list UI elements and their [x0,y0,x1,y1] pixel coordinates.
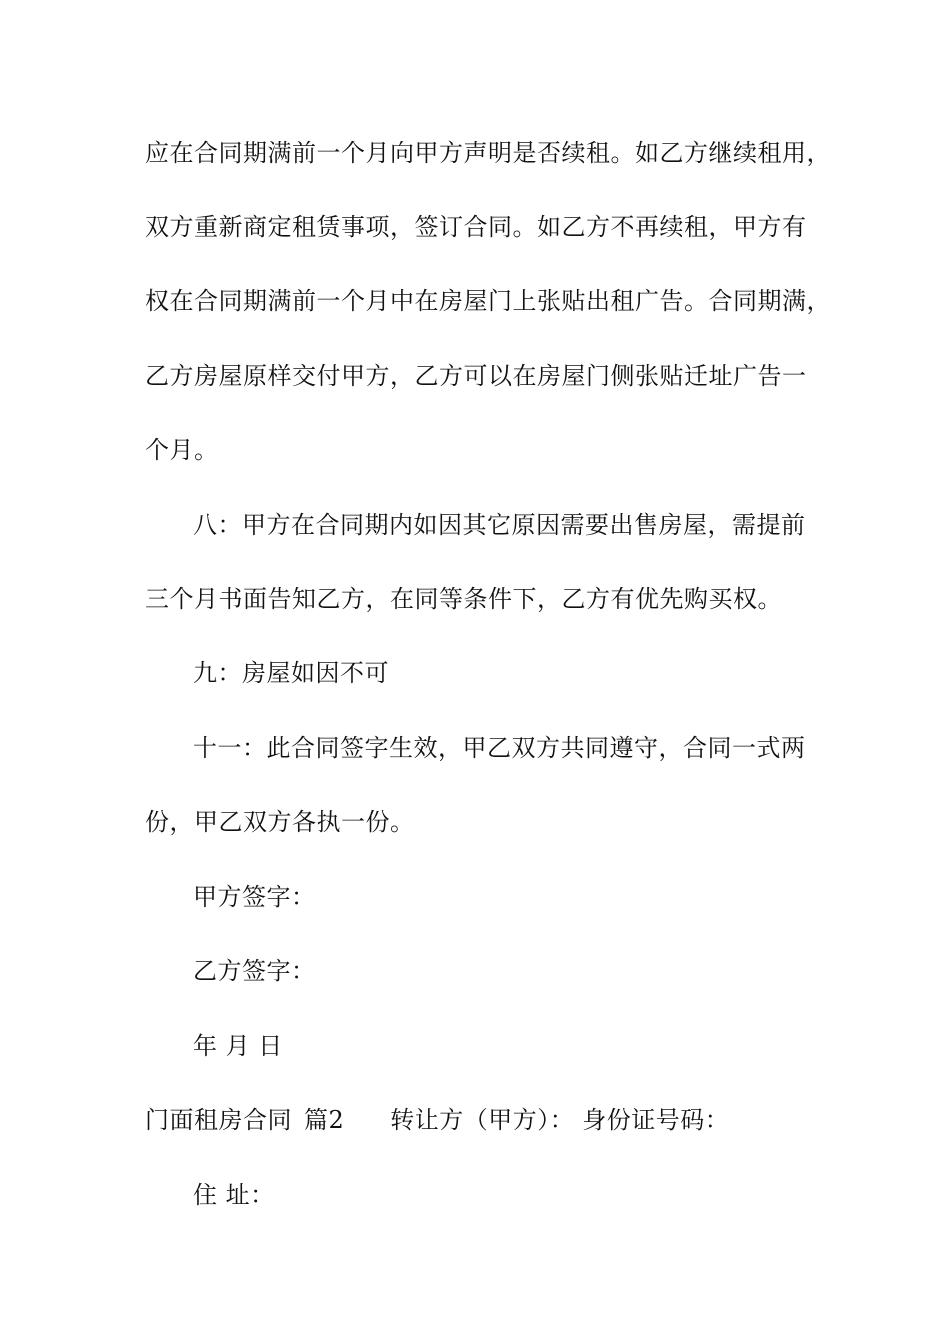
paragraph-line: 双方重新商定租赁事项，签订合同。如乙方不再续租，甲方有 [145,213,807,241]
clause-eight-line: 八：甲方在合同期内如因其它原因需要出售房屋，需提前 [193,511,806,539]
clause-nine-line: 九：房屋如因不可 [193,659,389,687]
clause-eleven-line: 十一：此合同签字生效，甲乙双方共同遵守，合同一式两 [193,734,806,762]
address-label: 住 址： [193,1181,275,1209]
transferor-label: 转让方（甲方）： [390,1106,575,1134]
contract-title: 门面租房合同 [145,1106,292,1134]
party-b-signature-label: 乙方签字： [193,957,316,985]
party-a-signature-label: 甲方签字： [193,883,316,911]
contract-part: 篇2 [304,1106,345,1134]
contract-heading [145,1105,729,1135]
paragraph-line: 乙方房屋原样交付甲方，乙方可以在房屋门侧张贴迁址广告一 [145,362,807,390]
clause-eight-line: 三个月书面告知乙方，在同等条件下，乙方有优先购买权。 [145,585,782,613]
id-number-label: 身份证号码： [582,1106,730,1134]
paragraph-line: 应在合同期满前一个月向甲方声明是否续租。如乙方继续租用， [145,139,831,167]
paragraph-line: 个月。 [145,436,219,464]
clause-eleven-line: 份，甲乙双方各执一份。 [145,808,415,836]
date-label: 年 月 日 [193,1032,283,1060]
paragraph-line: 权在合同期满前一个月中在房屋门上张贴出租广告。合同期满， [145,287,831,315]
